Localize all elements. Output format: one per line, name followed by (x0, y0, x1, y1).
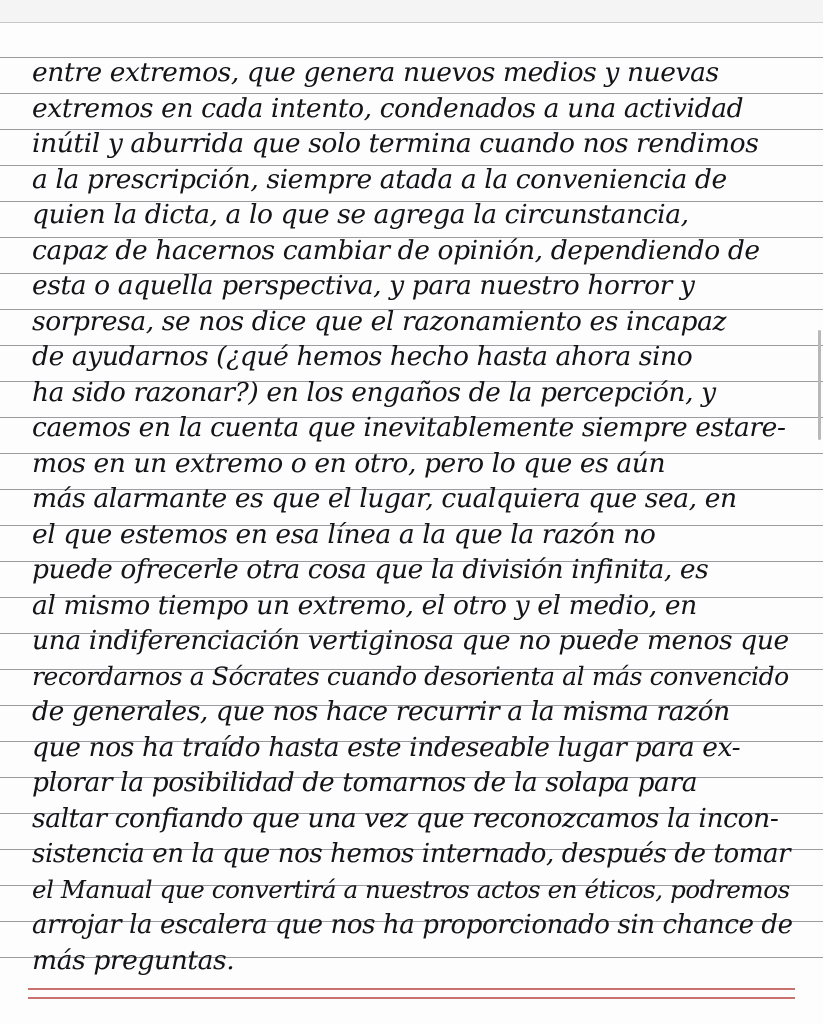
text-line: de ayudarnos (¿qué hemos hecho hasta ahora sino (32, 342, 693, 372)
text-line: extremos en cada intento, condenados a una actividad (32, 93, 744, 124)
text-line: recordarnos a Sócrates cuando desorienta al más convencido (32, 661, 789, 691)
text-line: esta o aquella perspectiva, y para nuestro horror y (32, 271, 695, 301)
text-line: ha sido razonar?) en los engaños de la percepción, y (32, 377, 716, 408)
handwritten-text (32, 58, 802, 981)
text-line: quien la dicta, a lo que se agrega la circunstancia, (32, 200, 689, 230)
text-line: al mismo tiempo un extremo, el otro y el medio, en (32, 590, 697, 621)
bottom-margin-lines (28, 988, 795, 1002)
text-line: inútil y aburrida que solo termina cuando nos rendimos (32, 129, 759, 159)
text-line: de generales, que nos hace recurrir a la misma razón (32, 697, 730, 727)
text-line: capaz de hacernos cambiar de opinión, dependiendo de (32, 235, 760, 266)
text-line: entre extremos, que genera nuevos medios y nuevas (32, 58, 719, 88)
text-line: plorar la posibilidad de tomarnos de la solapa para (32, 768, 698, 798)
text-line: puede ofrecerle otra cosa que la división infinita, es (32, 555, 709, 585)
text-line: caemos en la cuenta que inevitablemente siempre estare- (32, 413, 786, 443)
text-line: arrojar la escalera que nos ha proporcionado sin chance de (32, 910, 793, 940)
text-line: el que estemos en esa línea a la que la razón no (32, 519, 656, 550)
text-line: más alarmante es que el lugar, cualquiera que sea, en (32, 484, 737, 514)
text-line: a la prescripción, siempre atada a la conveniencia de (32, 164, 727, 195)
text-line: sorpresa, se nos dice que el razonamiento es incapaz (32, 306, 727, 337)
margin-line (28, 997, 795, 999)
text-line: más preguntas. (32, 945, 235, 976)
text-line: sistencia en la que nos hemos internado, después de tomar (32, 839, 791, 869)
text-line: saltar confiando que una vez que reconozcamos la incon- (32, 803, 779, 834)
text-line: el Manual que convertirá a nuestros actos en éticos, podremos (32, 874, 790, 904)
text-line: que nos ha traído hasta este indeseable lugar para ex- (32, 732, 741, 763)
text-line: mos en un extremo o en otro, pero lo que es aún (32, 448, 666, 479)
margin-line (28, 988, 795, 990)
text-line: una indiferenciación vertiginosa que no puede menos que (32, 626, 789, 656)
scroll-indicator[interactable] (818, 330, 821, 440)
